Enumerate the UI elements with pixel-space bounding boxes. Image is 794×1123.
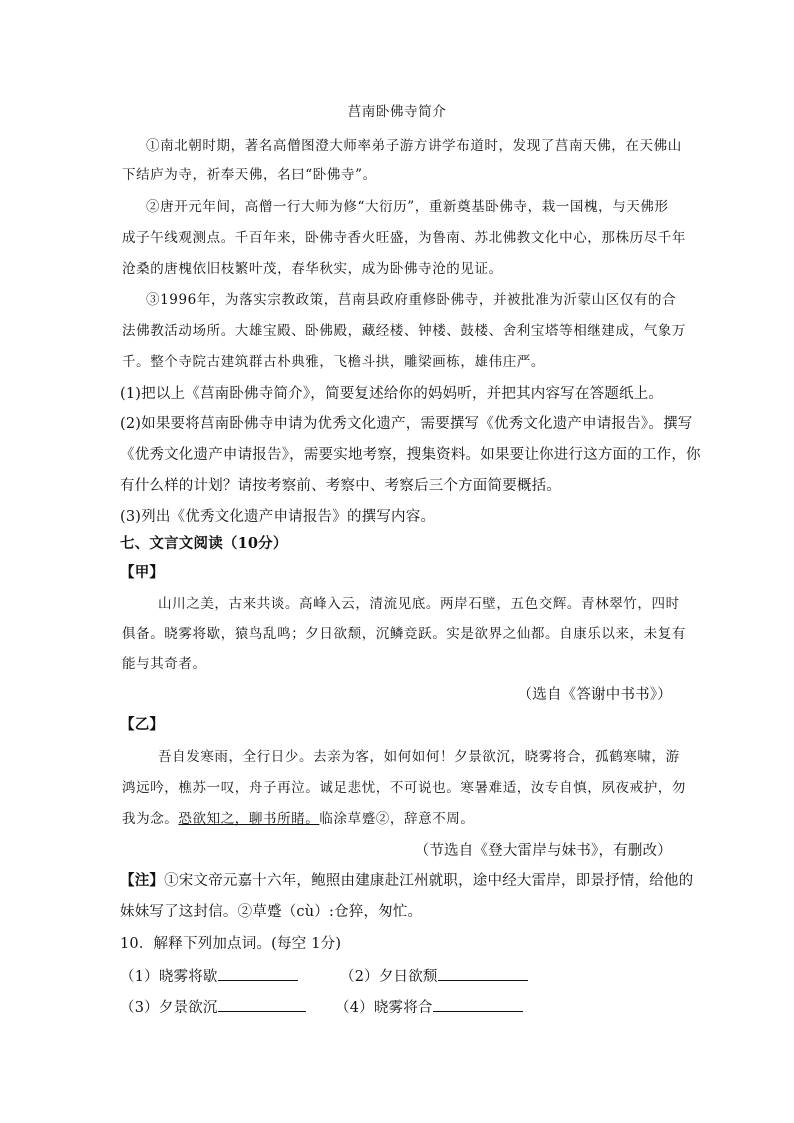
answer-item-3-label: （3）夕景欲沉 (120, 1000, 218, 1016)
intro-p2-line3: 沧桑的唐槐依旧枝繁叶茂，春华秋实，成为卧佛寺沧的见证。 (122, 261, 503, 277)
intro-p2-line1: ②唐开元年间，高僧一行大师为修“大衍历”，重新奠基卧佛寺，栽一国槐，与天佛形 (146, 199, 669, 215)
answer-blank-1[interactable] (218, 968, 298, 981)
answer-item-2 (340, 968, 528, 985)
intro-p1-line2: 下结庐为寺，祈奉天佛，名曰“卧佛寺”。 (122, 167, 377, 183)
jia-line3: 能与其奇者。 (122, 656, 207, 672)
intro-p2-line2: 成子午线观测点。千百年来，卧佛寺香火旺盛，为鲁南、苏北佛教文化中心，那株历尽千年 (122, 230, 686, 246)
yi-line2: 鸿远吟，樵苏一叹，舟子再泣。诚足悲忧，不可说也。寒暑难适，汝专自慎，夙夜戒护，勿 (122, 780, 686, 796)
note-text-1: ①宋文帝元嘉十六年，鲍照由建康赴江州就职，途中经大雷岸，即景抒情，给他的 (164, 873, 694, 889)
answer-item-1 (120, 968, 298, 985)
answer-item-1-label: （1）晓雾将歇 (120, 969, 218, 985)
yi-label: 【乙】 (120, 716, 165, 733)
answer-blank-3[interactable] (218, 999, 306, 1012)
question-2-line2: 《优秀文化遗产申请报告》，需要实地考察，搜集资料。如果要让你进行这方面的工作，你 (120, 447, 701, 463)
answer-item-4 (335, 999, 523, 1016)
question-2-line1: (2)如果要将莒南卧佛寺申请为优秀文化遗产，需要撰写《优秀文化遗产申请报告》。撰写 (120, 416, 693, 432)
jia-source: （选自《答谢中书书》） (517, 687, 672, 703)
answer-item-4-label: （4）晓雾将合 (335, 1000, 433, 1016)
yi-underlined-sentence: 恐欲知之，聊书所睹。 (178, 811, 320, 827)
yi-line3 (122, 813, 475, 827)
answer-blank-4[interactable] (433, 999, 523, 1012)
yi-line1: 吾自发寒雨，全行日少。去亲为客，如何如何！夕景欲沉，晓雾将合，孤鹤寒啸，游 (158, 749, 680, 765)
intro-p3-line1: ③1996年，为落实宗教政策，莒南县政府重修卧佛寺，并被批准为沂蒙山区仅有的合 (146, 292, 677, 308)
yi-line3-end: 临涂草蹙②，辞意不周。 (319, 811, 475, 827)
yi-line3-start: 我为念。 (122, 811, 179, 827)
question-1: (1)把以上《莒南卧佛寺简介》，简要复述给你的妈妈听，并把其内容写在答题纸上。 (120, 386, 664, 402)
answer-blank-2[interactable] (438, 968, 528, 981)
jia-label: 【甲】 (120, 564, 165, 581)
section-heading: 七、文言文阅读（10分） (120, 535, 288, 552)
note-label: 【注】 (120, 872, 165, 889)
answer-item-2-label: （2）夕日欲颓 (340, 969, 438, 985)
answer-item-3 (120, 999, 306, 1016)
intro-p1-line1: ①南北朝时期，著名高僧图澄大师率弟子游方讲学布道时，发现了莒南天佛，在天佛山 (146, 138, 682, 154)
question-3: (3)列出《优秀文化遗产申请报告》的撰写内容。 (120, 509, 436, 525)
jia-line2: 俱备。晓雾将歇，猿鸟乱鸣；夕日欲颓，沉鳞竞跃。实是欲界之仙都。自康乐以来，未复有 (122, 626, 686, 642)
note-line1 (120, 874, 693, 889)
intro-p3-line3: 千。整个寺院古建筑群古朴典雅，飞檐斗拱，雕梁画栋，雄伟庄严。 (122, 354, 545, 370)
jia-line1: 山川之美，古来共谈。高峰入云，清流见底。两岸石壁，五色交辉。青林翠竹，四时 (158, 596, 680, 612)
intro-title: 莒南卧佛寺简介 (347, 104, 447, 120)
question-10: 10．解释下列加点词。(每空 1分) (120, 936, 342, 952)
yi-source: （节选自《登大雷岸与妹书》，有删改） (414, 843, 672, 859)
intro-p3-line2: 法佛教活动场所。大雄宝殿、卧佛殿，藏经楼、钟楼、鼓楼、舍利宝塔等相继建成，气象万 (122, 323, 686, 339)
question-2-line3: 有什么样的计划？请按考察前、考察中、考察后三个方面简要概括。 (120, 478, 561, 494)
note-line2: 妹妹写了这封信。②草蹙（cù）:仓猝，匆忙。 (120, 904, 423, 920)
